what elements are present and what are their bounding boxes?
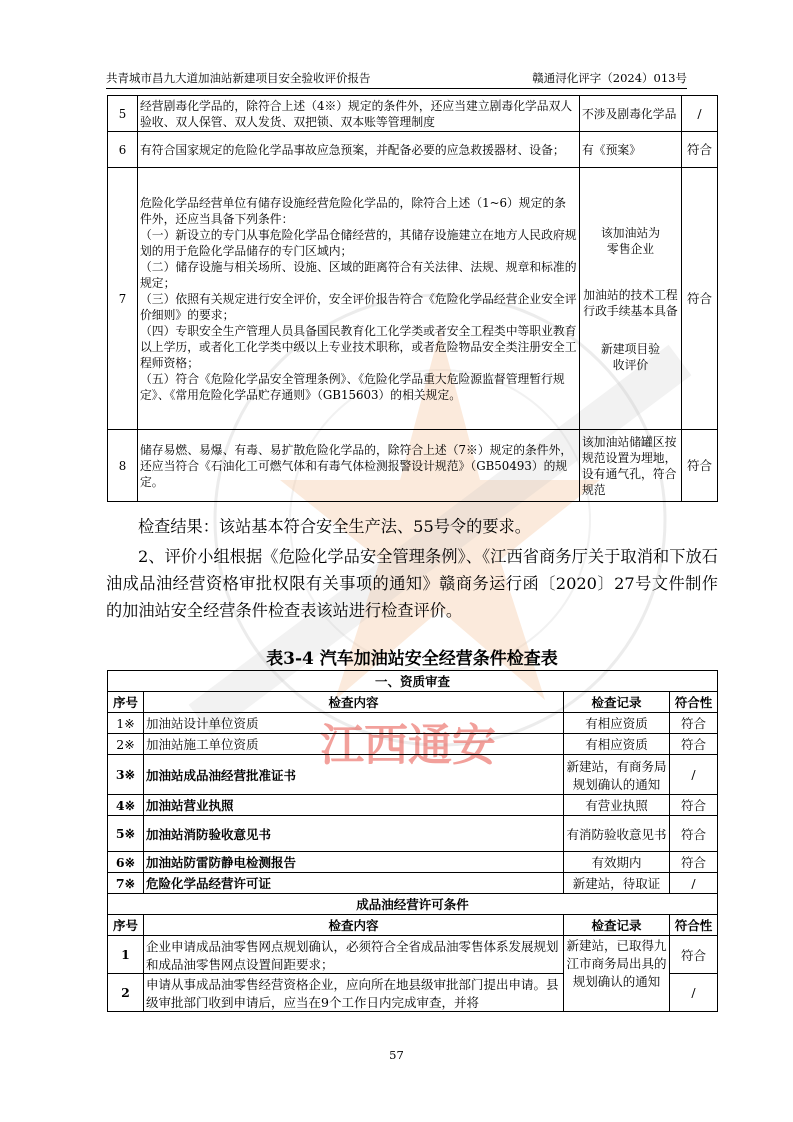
conditions-table-continued [107, 95, 718, 502]
section-heading: 成品油经营许可条件 [108, 894, 718, 915]
check-record: 新建站，有商务局规划确认的通知 [564, 755, 670, 795]
watermark-text: 江西通安 [320, 720, 496, 771]
check-record: 有《预案》 [580, 132, 682, 168]
table-row [108, 755, 718, 795]
check-result: / [670, 873, 718, 894]
table-row [108, 734, 718, 755]
content-line: （一）新设立的专门从事危险化学品仓储经营的，其储存设施建立在地方人民政府规划的用于危险化学品储存的专门区域内； [140, 227, 577, 258]
check-record: 有消防验收意见书 [564, 816, 670, 852]
check-record: 有营业执照 [564, 795, 670, 816]
check-result: 符合 [670, 936, 718, 974]
record-part: 新建项目验收评价 [601, 341, 660, 372]
check-result: / [670, 974, 718, 1012]
content-line: 危险化学品经营单位有储存设施经营危险化学品的，除符合上述（1~6）规定的条件外，还应当具备下列条件： [140, 195, 566, 226]
section-heading: 一、资质审查 [108, 671, 718, 692]
table-row [108, 713, 718, 734]
column-header-content: 检查内容 [144, 692, 564, 713]
row-number: 7 [108, 168, 138, 430]
row-number: 6※ [108, 852, 144, 873]
check-result: 符合 [670, 852, 718, 873]
check-content: 危险化学品经营许可证 [144, 873, 564, 894]
check-record: 有效期内 [564, 852, 670, 873]
check-result: 符合 [670, 734, 718, 755]
content-line: （四）专职安全生产管理人员具备国民教育化工化学类或者安全工程类中等职业教育以上学历，或者化工化学类中级以上专业技术职称，或者危险物品安全类注册安全工程师资格； [140, 323, 577, 370]
table-row [108, 936, 718, 974]
row-number: 5 [108, 96, 138, 132]
column-header-no: 序号 [108, 692, 144, 713]
check-content: 企业申请成品油零售网点规划确认，必须符合全省成品油零售体系发展规划和成品油零售网点设置间距要求； [144, 936, 564, 974]
row-number: 7※ [108, 873, 144, 894]
check-result: 符合 [670, 713, 718, 734]
table-row [108, 96, 718, 132]
page-number: 57 [389, 1048, 404, 1062]
table-row [108, 430, 718, 502]
check-content: 加油站设计单位资质 [144, 713, 564, 734]
row-number: 5※ [108, 816, 144, 852]
check-content: 有符合国家规定的危险化学品事故应急预案，并配备必要的应急救援器材、设备； [138, 132, 580, 168]
check-result: 符合 [682, 430, 718, 502]
report-title: 共青城市昌九大道加油站新建项目安全验收评价报告 [106, 71, 371, 85]
record-part: 加油站的技术工程行政手续基本具备 [583, 287, 678, 318]
column-header-content: 检查内容 [144, 915, 564, 936]
column-header-record: 检查记录 [564, 692, 670, 713]
inspection-result-paragraph: 检查结果：该站基本符合安全生产法、55号令的要求。 [138, 517, 531, 536]
column-header-record: 检查记录 [564, 915, 670, 936]
table-row [108, 852, 718, 873]
check-record: 该加油站储罐区按规范设置为埋地，设有通气孔，符合规范 [580, 430, 682, 502]
check-content: 申请从事成品油零售经营资格企业，应向所在地县级审批部门提出申请。县级审批部门收到申请后，应当在9个工作日内完成审查，并将 [144, 974, 564, 1012]
safety-conditions-checklist [107, 670, 718, 1012]
check-result: 符合 [670, 816, 718, 852]
table-row [108, 816, 718, 852]
check-record: 新建站，已取得九江市商务局出具的规划确认的通知 [564, 936, 670, 1012]
row-number: 6 [108, 132, 138, 168]
check-record [580, 168, 682, 430]
check-content: 储存易燃、易爆、有毒、易扩散危险化学品的，除符合上述（7※）规定的条件外，还应当符合《石油化工可燃气体和有毒气体检测报警设计规范》（GB50493）的规定。 [138, 430, 580, 502]
check-content [138, 168, 580, 430]
content-line: （五）符合《危险化学品安全管理条例》、《危险化学品重大危险源监督管理暂行规定》、《常用危险化学品贮存通则》（GB15603）的相关规定。 [140, 371, 565, 402]
table-row [108, 132, 718, 168]
row-number: 4※ [108, 795, 144, 816]
row-number: 1※ [108, 713, 144, 734]
column-header-result: 符合性 [670, 915, 718, 936]
check-record: 不涉及剧毒化学品 [580, 96, 682, 132]
check-record: 有相应资质 [564, 734, 670, 755]
check-result: / [670, 755, 718, 795]
check-content: 加油站成品油经营批准证书 [144, 755, 564, 795]
report-number: 赣通浔化评字（2024）013号 [532, 71, 687, 85]
check-content: 加油站消防验收意见书 [144, 816, 564, 852]
table-row [108, 795, 718, 816]
evaluation-paragraph: 2、评价小组根据《危险化学品安全管理条例》、《江西省商务厅关于取消和下放石油成品油经营资格审批权限有关事项的通知》赣商务运行函〔2020〕27号文件制作的加油站安全经营条件检查表该站进行检查评价。 [106, 547, 718, 620]
content-line: （二）储存设施与相关场所、设施、区域的距离符合有关法律、法规、规章和标准的规定； [140, 259, 577, 290]
row-number: 2 [108, 974, 144, 1012]
column-header-no: 序号 [108, 915, 144, 936]
check-content: 加油站营业执照 [144, 795, 564, 816]
table-caption: 表3-4 汽车加油站安全经营条件检查表 [266, 649, 558, 669]
check-result: 符合 [670, 795, 718, 816]
check-record: 新建站，待取证 [564, 873, 670, 894]
check-content: 加油站施工单位资质 [144, 734, 564, 755]
row-number: 3※ [108, 755, 144, 795]
check-record: 有相应资质 [564, 713, 670, 734]
check-content: 经营剧毒化学品的，除符合上述（4※）规定的条件外，还应当建立剧毒化学品双人验收、双人保管、双人发货、双把锁、双本账等管理制度 [138, 96, 580, 132]
table-row [108, 873, 718, 894]
column-header-result: 符合性 [670, 692, 718, 713]
row-number: 1 [108, 936, 144, 974]
page-header [106, 68, 687, 89]
check-result: 符合 [682, 168, 718, 430]
row-number: 8 [108, 430, 138, 502]
record-part: 该加油站为零售企业 [601, 225, 660, 256]
row-number: 2※ [108, 734, 144, 755]
check-content: 加油站防雷防静电检测报告 [144, 852, 564, 873]
table-row [108, 168, 718, 430]
check-result: 符合 [682, 132, 718, 168]
check-result: / [682, 96, 718, 132]
content-line: （三）依照有关规定进行安全评价，安全评价报告符合《危险化学品经营企业安全评价细则》的要求； [140, 291, 577, 322]
